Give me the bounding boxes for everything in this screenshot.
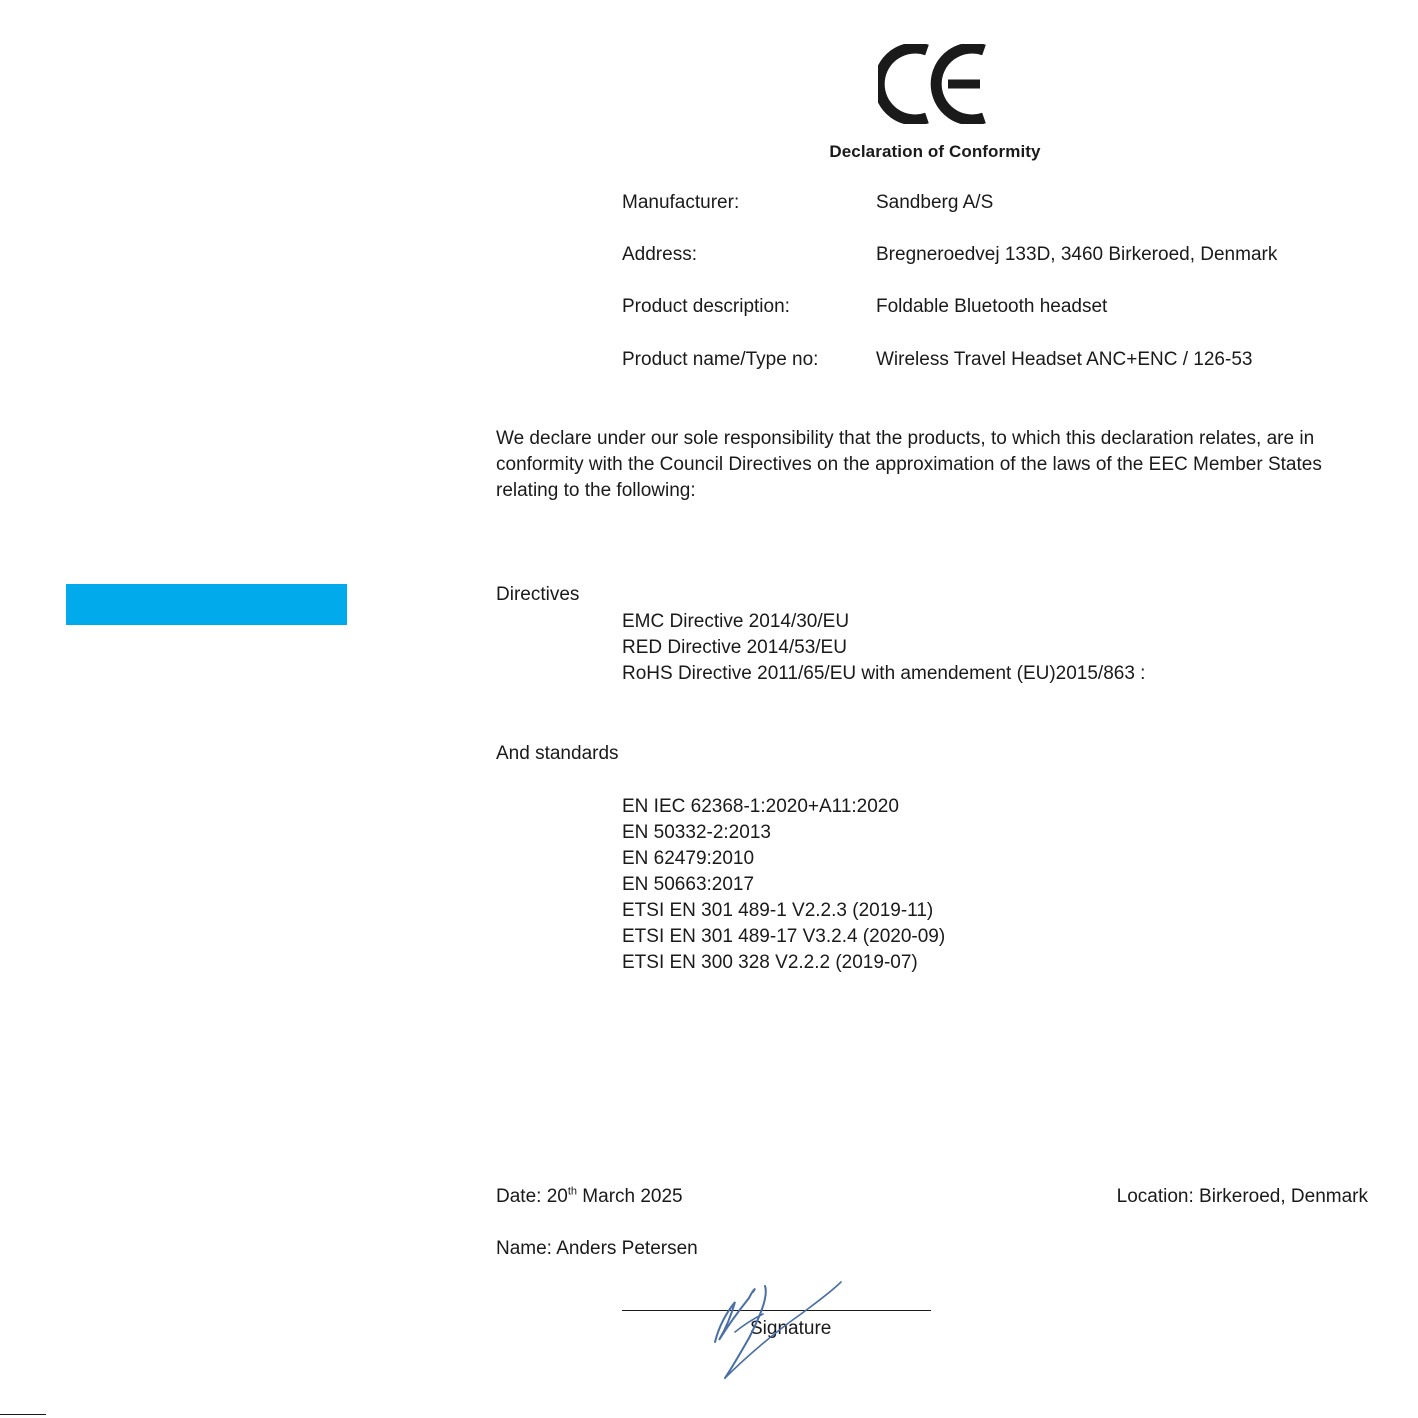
- ce-logo-icon: [878, 44, 988, 124]
- standards-list: [622, 794, 945, 976]
- location-text: Location: Birkeroed, Denmark: [1116, 1186, 1368, 1207]
- product-description-label: Product description:: [622, 296, 790, 317]
- address-label: Address:: [622, 244, 697, 265]
- list-item: EMC Directive 2014/30/EU: [622, 611, 850, 632]
- product-name-label: Product name/Type no:: [622, 349, 819, 370]
- name-text: Name: Anders Petersen: [496, 1238, 698, 1259]
- document-title: Declaration of Conformity: [829, 142, 1041, 161]
- accent-bar: [66, 584, 347, 625]
- list-item: ETSI EN 301 489-17 V3.2.4 (2020-09): [622, 926, 946, 947]
- manufacturer-label: Manufacturer:: [622, 192, 740, 213]
- date-text: [496, 1186, 683, 1208]
- list-item: EN 50332-2:2013: [622, 822, 771, 843]
- list-item: ETSI EN 301 489-1 V2.2.3 (2019-11): [622, 900, 934, 921]
- list-item: RoHS Directive 2011/65/EU with amendement (EU)2015/863 :: [622, 663, 1146, 684]
- list-item: RED Directive 2014/53/EU: [622, 637, 847, 658]
- list-item: EN 50663:2017: [622, 874, 755, 895]
- signature-label: Signature: [750, 1318, 832, 1339]
- product-description-value: Foldable Bluetooth headset: [876, 296, 1108, 317]
- list-item: ETSI EN 300 328 V2.2.2 (2019-07): [622, 952, 918, 973]
- manufacturer-value: Sandberg A/S: [876, 192, 994, 213]
- date-rest: March 2025: [577, 1186, 683, 1207]
- date-prefix: Date: 20: [496, 1186, 568, 1207]
- address-value: Bregneroedvej 133D, 3460 Birkeroed, Denmark: [876, 244, 1278, 265]
- product-name-value: Wireless Travel Headset ANC+ENC / 126-53: [876, 349, 1253, 370]
- declaration-text: We declare under our sole responsibility that the products, to which this declaration relates, are in conformity with the Council Directives on the approximation of the laws of the EEC Member States relating to the following:: [496, 428, 1322, 501]
- date-ordinal: th: [567, 1185, 578, 1198]
- directives-title: Directives: [496, 584, 580, 605]
- directives-list: [622, 609, 1145, 687]
- list-item: EN 62479:2010: [622, 848, 755, 869]
- handwritten-signature-icon: [705, 1278, 850, 1382]
- list-item: EN IEC 62368-1:2020+A11:2020: [622, 796, 899, 817]
- standards-title: And standards: [496, 743, 619, 764]
- footer-divider: [0, 1414, 46, 1415]
